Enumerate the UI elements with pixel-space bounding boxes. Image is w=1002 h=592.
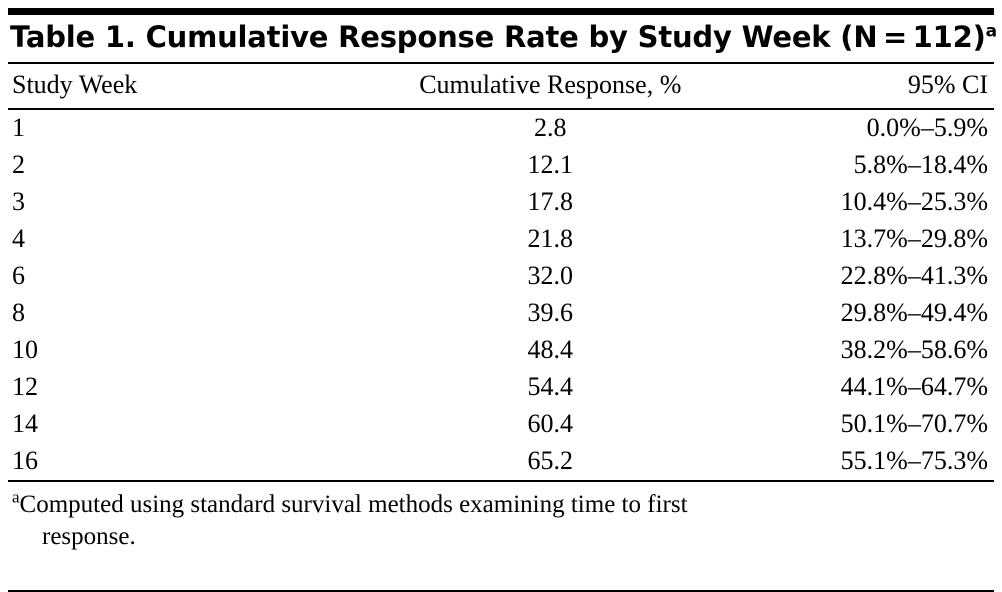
cell-cumulative-response: 60.4 xyxy=(527,408,574,438)
table-title-text: Table 1. Cumulative Response Rate by Study Week (N = 112) xyxy=(10,20,986,54)
cell-ci: 13.7%–29.8% xyxy=(840,223,988,253)
cell-ci: 38.2%–58.6% xyxy=(840,334,988,364)
cell-study-week: 2 xyxy=(12,149,25,179)
table-body xyxy=(8,110,994,480)
cell-ci: 50.1%–70.7% xyxy=(840,408,988,438)
table-row xyxy=(8,147,994,184)
column-header-study-week: Study Week xyxy=(12,69,138,99)
cell-study-week: 14 xyxy=(12,408,38,438)
table-row xyxy=(8,332,994,369)
cell-ci: 44.1%–64.7% xyxy=(840,371,988,401)
cell-cumulative-response: 2.8 xyxy=(534,112,567,142)
footnote-marker: a xyxy=(12,487,20,507)
cell-study-week: 16 xyxy=(12,445,38,475)
response-rate-table xyxy=(8,64,994,108)
cell-cumulative-response: 54.4 xyxy=(527,371,574,401)
cell-ci: 5.8%–18.4% xyxy=(853,149,988,179)
table-row xyxy=(8,406,994,443)
footnote-text: Computed using standard survival methods examining time to first xyxy=(19,490,688,518)
cell-study-week: 1 xyxy=(12,112,25,142)
cell-study-week: 6 xyxy=(12,260,25,290)
cell-cumulative-response: 21.8 xyxy=(527,223,574,253)
table-top-rule xyxy=(8,8,994,15)
cell-ci: 22.8%–41.3% xyxy=(840,260,988,290)
cell-cumulative-response: 48.4 xyxy=(527,334,574,364)
cell-cumulative-response: 39.6 xyxy=(527,297,574,327)
column-header-cumulative-response: Cumulative Response, % xyxy=(419,69,682,99)
footnote-line-2: response. xyxy=(42,522,136,550)
cell-study-week: 8 xyxy=(12,297,25,327)
cell-study-week: 12 xyxy=(12,371,38,401)
cell-ci: 55.1%–75.3% xyxy=(840,445,988,475)
table-header xyxy=(8,64,994,108)
table-row xyxy=(8,184,994,221)
cell-cumulative-response: 17.8 xyxy=(527,186,574,216)
cell-study-week: 4 xyxy=(12,223,25,253)
footnote-line-1 xyxy=(12,489,990,521)
table-title-footnote-marker: a xyxy=(985,21,997,42)
table-row xyxy=(8,110,994,147)
header-row xyxy=(8,64,994,108)
table-row xyxy=(8,369,994,406)
table-row xyxy=(8,295,994,332)
table-row xyxy=(8,221,994,258)
response-rate-table-body xyxy=(8,110,994,480)
table-row xyxy=(8,443,994,480)
table-row xyxy=(8,258,994,295)
cell-study-week: 3 xyxy=(12,186,25,216)
cell-ci: 10.4%–25.3% xyxy=(840,186,988,216)
cell-cumulative-response: 65.2 xyxy=(527,445,574,475)
cell-cumulative-response: 12.1 xyxy=(527,149,574,179)
column-header-ci: 95% CI xyxy=(907,69,988,99)
footnote-spacer xyxy=(8,553,994,590)
table-footnote xyxy=(8,482,994,553)
cell-ci: 29.8%–49.4% xyxy=(840,297,988,327)
cell-cumulative-response: 32.0 xyxy=(527,260,574,290)
cell-ci: 0.0%–5.9% xyxy=(866,112,988,142)
table-title xyxy=(8,15,997,62)
cell-study-week: 10 xyxy=(12,334,38,364)
